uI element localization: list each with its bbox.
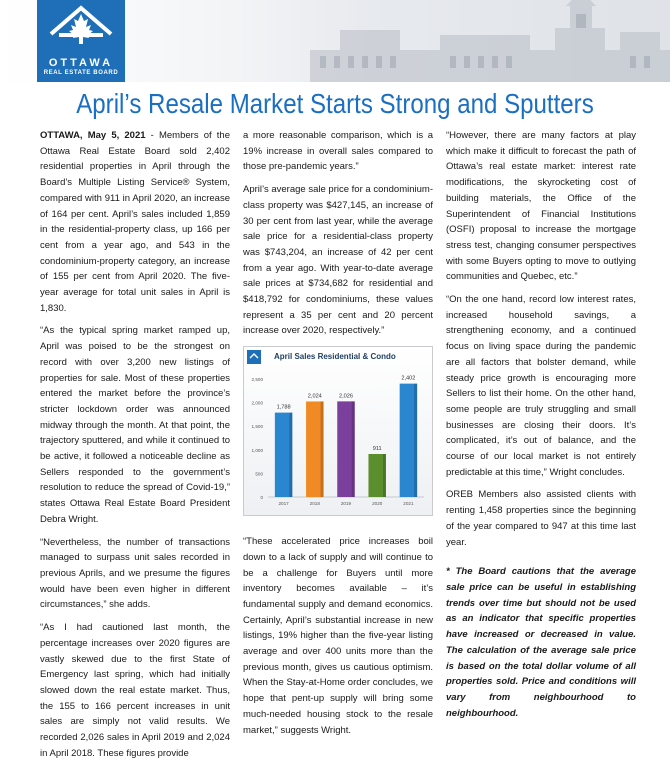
x-tick-label: 2018 <box>309 501 320 507</box>
data-label: 1,788 <box>276 404 291 411</box>
masthead <box>0 0 670 82</box>
bar-shade <box>383 454 386 497</box>
y-tick-label: 1,000 <box>251 447 263 453</box>
x-tick-label: 2019 <box>340 501 352 507</box>
logo-name: OTTAWA <box>48 57 114 69</box>
paragraph: “As the typical spring market ramped up, April was poised to be the strongest on record with over 3,200 new listings of properties for sale. Most of these properties entered the market before the province’s stricter lockdown order was announced midway through the month. At that point, the trajectory sputtered, and while it continued to be active, it followed a noticeable decline as Sellers responded to the government’s resolution to reduce the spread of Covid-19,” states Ottawa Real Estate Board President Debra Wright. <box>40 325 230 525</box>
page-title: April’s Resale Market Starts Strong and Sputters <box>76 88 594 119</box>
bar-shade <box>321 402 324 498</box>
dateline: OTTAWA, May 5, 2021 <box>40 130 146 141</box>
data-label: 2,024 <box>307 393 322 400</box>
paragraph: OREB Members also assisted clients with renting 1,458 properties since the beginning of the year compared to 947 at this time last year. <box>446 489 636 548</box>
article-column-2 <box>243 128 433 745</box>
y-tick-label: 0 <box>260 495 263 501</box>
paragraph: a more reasonable comparison, which is a 19% increase in overall sales compared to those pre-pandemic years.” <box>243 130 433 173</box>
data-label: 2,026 <box>339 393 353 400</box>
article-column-1 <box>40 128 230 768</box>
y-tick-label: 500 <box>255 471 263 477</box>
x-tick-label: 2020 <box>372 501 383 507</box>
paragraph: OTTAWA, May 5, 2021 - Members of the Ottawa Real Estate Board sold 2,402 residential properties in April through the Board’s Multiple Listing Service® System, compared with 911 in April 2020, an increase of 164 per cent. April’s sales included 1,859 in the residential-property class, up 166 per cent from a year ago, and 543 in the condominium-property category, an increase of 155 per cent from April 2020. The five-year average for total unit sales in April is 1,830. <box>40 130 230 314</box>
logo-subname: REAL ESTATE BOARD <box>43 70 119 76</box>
chart-title: April Sales Residential & Condo <box>274 352 396 362</box>
oreb-logo <box>37 0 125 82</box>
paragraph: “As I had cautioned last month, the percentage increases over 2020 figures are vastly skewed due to the first State of Emergency last spring, which had initially slowed down the real estate market. Thus, the 155 to 166 percent increases in unit sales are simply not valid results. We recorded 2,026 sales in April 2019 and 2,024 in April 2018. These figures provide <box>40 622 230 759</box>
x-tick-label: 2017 <box>278 501 289 507</box>
bar-shade <box>414 384 417 497</box>
chart-logo-icon <box>247 350 261 364</box>
x-tick-label: 2021 <box>403 501 414 507</box>
data-label: 2,402 <box>401 375 416 382</box>
bar-chart <box>244 347 432 515</box>
data-label: 911 <box>372 446 382 453</box>
price-disclaimer: * The Board cautions that the average sale price can be useful in establishing trends over time but should not be used as an indicator that specific properties have increased or decreased in value. The calculation of the average sale price is based on the total dollar volume of all properties sold. Price and conditions will vary from neighbourhood to neighbourhood. <box>446 566 636 719</box>
parliament-illustration <box>300 0 670 82</box>
bar-shade <box>352 402 355 498</box>
sales-chart <box>243 346 433 516</box>
y-tick-label: 2,000 <box>251 400 263 406</box>
y-tick-label: 2,500 <box>251 377 263 383</box>
paragraph: “On the one hand, record low interest rates, increased household savings, a strengthening economy, and a continued focus on living space during the pandemic are all factors that bolster demand, while steady price growth is encouraging more Sellers to list their home. On the other hand, some people are truly struggling and small businesses are closing their doors. It’s complicated, it’s out of balance, and the course of our local market is not entirely predictable at this time,” Wright concludes. <box>446 294 636 478</box>
maple-leaf-house-icon <box>37 0 125 56</box>
paragraph: “However, there are many factors at play which make it difficult to forecast the path of Ottawa’s real estate market: interest rate modifications, the skyrocketing cost of building materials, the Office of the Superintendent of Financial Institutions (OSFI) proposal to increase the mortgage stress test, changing consumer perspectives with some Buyers opting to move to outlying communities and Quebec, etc.” <box>446 130 636 283</box>
paragraph: April’s average sale price for a condominium-class property was $427,145, an increase of 30 per cent from last year, while the average sale price for a residential-class property was $743,204, an increase of 42 per cent from a year ago. With year-to-date average sale prices at $734,682 for residential and $418,792 for condominiums, these values represent a 35 per cent and 20 percent increase over 2020, respectively.” <box>243 184 433 337</box>
y-tick-label: 1,500 <box>251 424 263 430</box>
paragraph: “These accelerated price increases boil down to a lack of supply and will continue to be a challenge for Buyers until more inventory becomes available – it’s fundamental supply and demand economics. Certainly, April’s substantial increase in new listings, 19% higher than the five-year listing average and over 400 units more than the previous month, gives us cautious optimism. When the Stay-at-Home order concludes, we hope that pent-up supply will bring some much-needed housing stock to the resale market,” suggests Wright. <box>243 536 433 736</box>
article-column-3 <box>446 128 636 728</box>
bar-shade <box>289 413 292 497</box>
paragraph: “Nevertheless, the number of transactions managed to surpass unit sales recorded in previous Aprils, and we presume the figures would have been even higher in different circumstances,” she adds. <box>40 536 230 611</box>
